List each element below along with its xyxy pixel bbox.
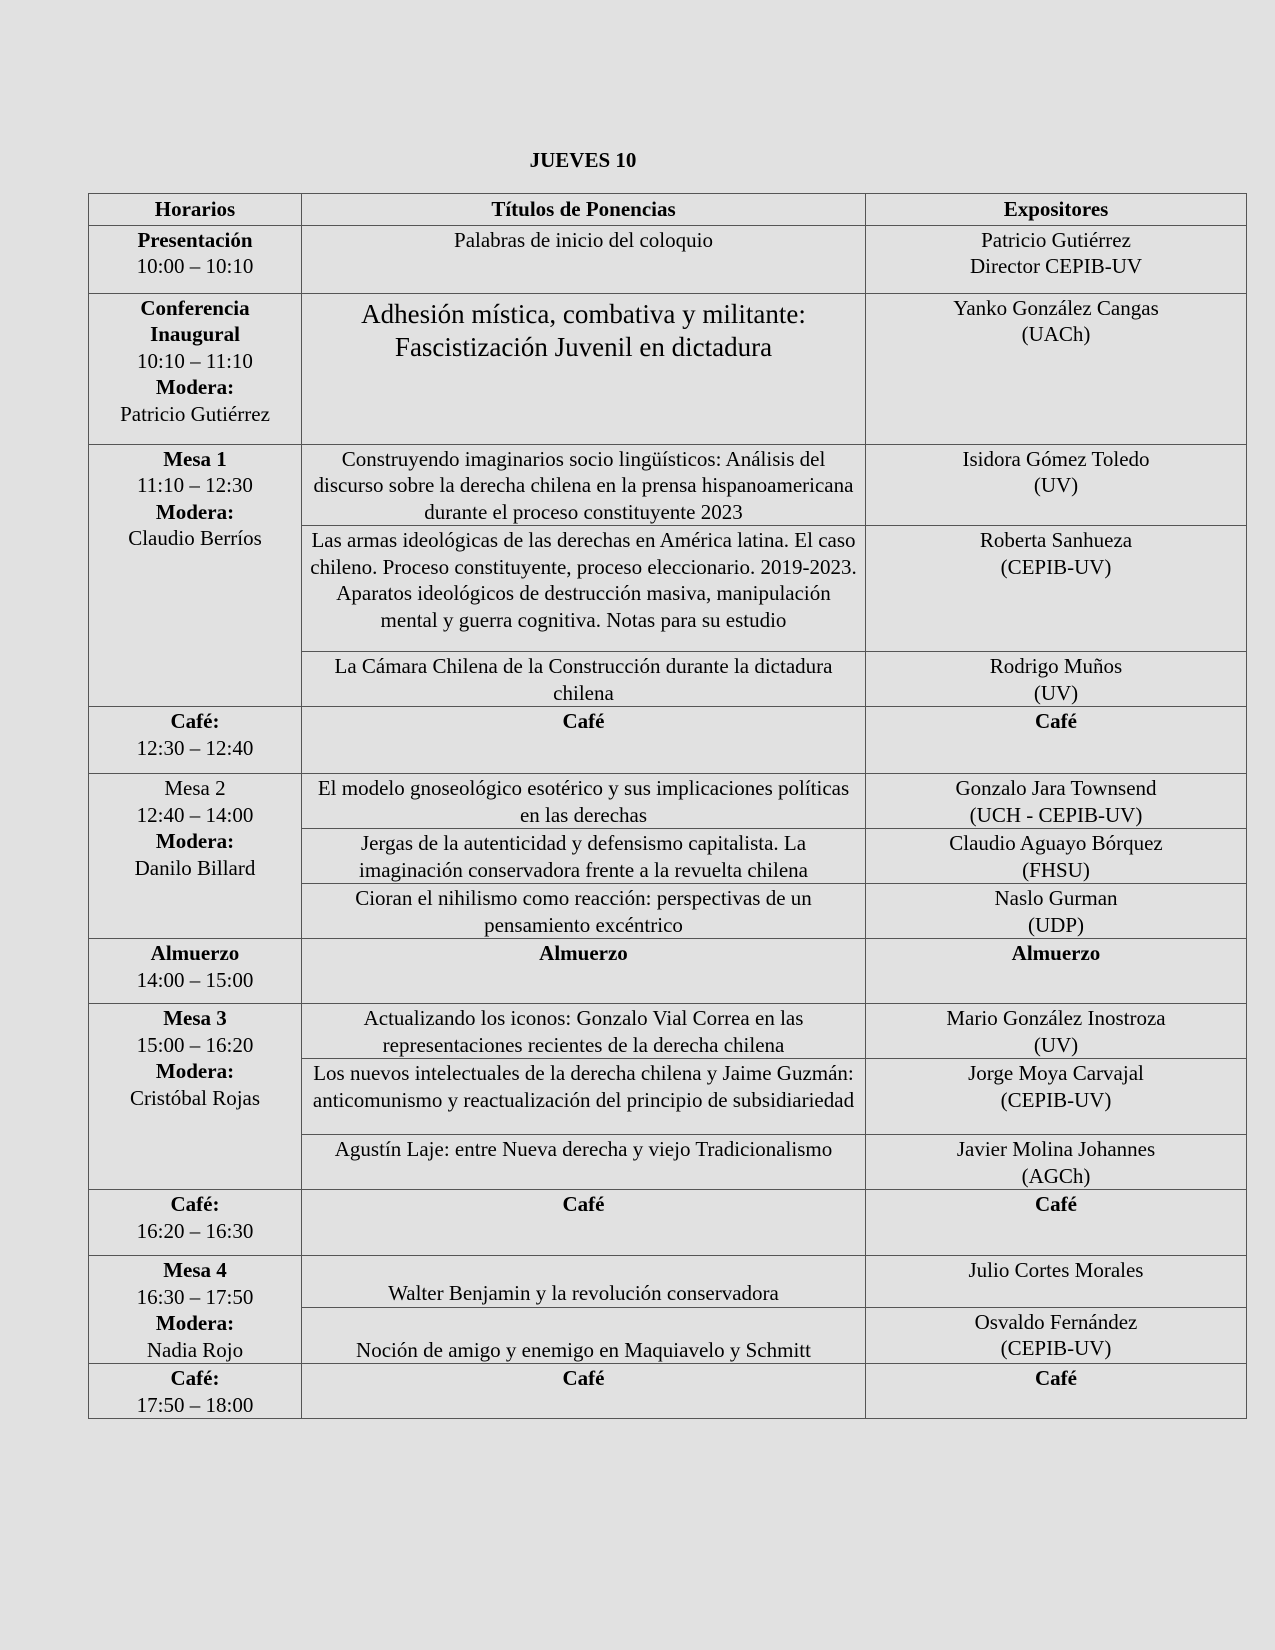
speaker-line: Osvaldo Fernández: [974, 1309, 1138, 1334]
speaker-cell: [866, 293, 1247, 444]
time-cell: [89, 774, 302, 939]
table-row: [89, 707, 1247, 774]
talk-title: La Cámara Chilena de la Construcción durante la dictadura chilena: [302, 652, 866, 707]
time-cell: [89, 1004, 302, 1190]
speaker-cell: [866, 829, 1247, 884]
speaker-cell: [866, 1256, 1247, 1308]
talk-title: Jergas de la autenticidad y defensismo capitalista. La imaginación conservadora frente a la revuelta chilena: [302, 829, 866, 884]
time-line: Cristóbal Rojas: [129, 1085, 261, 1110]
header-expositores: Expositores: [866, 194, 1247, 226]
time-line: Modera:: [155, 375, 235, 399]
time-line: Patricio Gutiérrez: [120, 401, 270, 426]
page-title: JUEVES 10: [529, 148, 637, 172]
table-row: [89, 1256, 1247, 1308]
time-line: Café:: [170, 1192, 220, 1216]
time-line: Claudio Berríos: [128, 526, 262, 550]
table-row: [89, 444, 1247, 526]
speaker-cell: [866, 1135, 1247, 1190]
speaker-line: Yanko González Cangas: [953, 295, 1159, 320]
speaker-line: (CEPIB-UV): [1000, 1087, 1112, 1112]
time-line: Conferencia: [140, 295, 250, 320]
time-cell: [89, 1190, 302, 1256]
speaker-line: Gonzalo Jara Townsend: [955, 776, 1157, 800]
speaker-line: (UV): [1033, 680, 1079, 705]
talk-title: El modelo gnoseológico esotérico y sus implicaciones políticas en las derechas: [302, 774, 866, 829]
speaker-line: Director CEPIB-UV: [969, 254, 1143, 278]
time-line: Modera:: [155, 1311, 235, 1335]
speaker-cell: [866, 774, 1247, 829]
time-line: Modera:: [155, 829, 235, 853]
time-line: Mesa 2: [164, 776, 226, 800]
speaker-cell: [866, 1364, 1247, 1419]
time-line: Danilo Billard: [134, 855, 256, 880]
speaker-line: Javier Molina Johannes: [956, 1137, 1156, 1161]
talk-title: Café: [302, 707, 866, 774]
speaker-cell: [866, 1004, 1247, 1059]
talk-title: Almuerzo: [302, 939, 866, 1004]
table-row: [89, 293, 1247, 444]
talk-title: Adhesión mística, combativa y militante: Fascistización Juvenil en dictadura: [302, 293, 866, 444]
speaker-line: (CEPIB-UV): [1000, 554, 1112, 579]
talk-title: Construyendo imaginarios socio lingüísticos: Análisis del discurso sobre la derecha chilena en la prensa hispanoamericana durante el proceso constituyente 2023: [302, 444, 866, 526]
talk-title: Las armas ideológicas de las derechas en América latina. El caso chileno. Proceso constituyente, proceso eleccionario. 2019-2023. Aparatos ideológicos de destrucción masiva, manipulación mental y guerra cognitiva. Notas para su estudio: [302, 526, 866, 652]
talk-title: Los nuevos intelectuales de la derecha chilena y Jaime Guzmán: anticomunismo y reactualización del principio de subsidiariedad: [302, 1059, 866, 1135]
table-row: [89, 225, 1247, 293]
talk-title: Café: [302, 1190, 866, 1256]
speaker-cell: [866, 444, 1247, 526]
time-line: 12:30 – 12:40: [136, 735, 254, 760]
speaker-line: Patricio Gutiérrez: [981, 227, 1131, 252]
speaker-cell: [866, 1190, 1247, 1256]
time-line: Nadia Rojo: [146, 1337, 244, 1362]
time-line: 10:10 – 11:10: [137, 348, 253, 373]
time-line: 16:30 – 17:50: [136, 1284, 254, 1309]
speaker-line: Roberta Sanhueza: [979, 528, 1133, 552]
speaker-line: (UCH - CEPIB-UV): [969, 802, 1143, 827]
time-line: Mesa 3: [163, 1006, 227, 1030]
time-line: 15:00 – 16:20: [136, 1032, 254, 1057]
header-horarios: Horarios: [89, 194, 302, 226]
time-line: 12:40 – 14:00: [136, 802, 254, 827]
talk-title: Walter Benjamin y la revolución conservadora: [302, 1256, 866, 1308]
table-row: [89, 939, 1247, 1004]
speaker-line: Isidora Gómez Toledo: [962, 446, 1150, 471]
table-row: [89, 1004, 1247, 1059]
time-line: 14:00 – 15:00: [136, 967, 254, 992]
header-titulos: Títulos de Ponencias: [302, 194, 866, 226]
speaker-line: Café: [1035, 1192, 1077, 1216]
header-row: [89, 194, 1247, 226]
time-line: Café:: [170, 1366, 220, 1390]
talk-title: Palabras de inicio del coloquio: [302, 225, 866, 293]
speaker-line: Julio Cortes Morales: [968, 1258, 1144, 1282]
time-line: Mesa 4: [163, 1258, 227, 1282]
speaker-cell: [866, 652, 1247, 707]
schedule-body: [89, 225, 1247, 1419]
time-line: Modera:: [155, 1059, 235, 1083]
table-row: [89, 1364, 1247, 1419]
talk-title: Cioran el nihilismo como reacción: perspectivas de un pensamiento excéntrico: [302, 884, 866, 939]
table-row: [89, 1190, 1247, 1256]
speaker-line: Jorge Moya Carvajal: [968, 1061, 1144, 1085]
speaker-line: (AGCh): [1021, 1163, 1091, 1188]
time-line: Mesa 1: [163, 446, 227, 471]
time-line: Modera:: [155, 499, 235, 524]
speaker-cell: [866, 526, 1247, 652]
speaker-line: Mario González Inostroza: [946, 1006, 1166, 1030]
time-cell: [89, 225, 302, 293]
speaker-line: Claudio Aguayo Bórquez: [949, 831, 1163, 855]
speaker-cell: [866, 225, 1247, 293]
time-line: Almuerzo: [150, 941, 240, 965]
time-line: 16:20 – 16:30: [136, 1218, 254, 1243]
time-cell: [89, 293, 302, 444]
speaker-line: (FHSU): [1022, 857, 1090, 882]
speaker-line: Naslo Gurman: [994, 886, 1118, 910]
speaker-line: Rodrigo Muños: [989, 654, 1123, 678]
time-line: 17:50 – 18:00: [136, 1392, 254, 1417]
speaker-line: Café: [1035, 1366, 1077, 1390]
speaker-line: Almuerzo: [1011, 941, 1101, 965]
speaker-cell: [866, 707, 1247, 774]
talk-title: Actualizando los iconos: Gonzalo Vial Correa en las representaciones recientes de la derecha chilena: [302, 1004, 866, 1059]
schedule-table: [88, 193, 1247, 1419]
talk-title: Café: [302, 1364, 866, 1419]
speaker-line: (UV): [1033, 1032, 1079, 1057]
time-line: Café:: [170, 709, 220, 733]
time-line: Presentación: [137, 227, 253, 252]
time-cell: [89, 1364, 302, 1419]
speaker-cell: [866, 1059, 1247, 1135]
speaker-cell: [866, 884, 1247, 939]
time-line: 10:00 – 10:10: [136, 254, 254, 278]
speaker-line: Café: [1035, 709, 1077, 733]
speaker-line: (CEPIB-UV): [1000, 1336, 1112, 1361]
speaker-line: (UDP): [1028, 912, 1084, 937]
table-row: [89, 774, 1247, 829]
time-cell: [89, 444, 302, 707]
time-cell: [89, 1256, 302, 1364]
time-cell: [89, 939, 302, 1004]
talk-title: Agustín Laje: entre Nueva derecha y viejo Tradicionalismo: [302, 1135, 866, 1190]
speaker-line: (UACh): [1021, 322, 1091, 346]
time-line: 11:10 – 12:30: [137, 473, 253, 497]
speaker-cell: [866, 939, 1247, 1004]
time-line: Inaugural: [150, 322, 240, 346]
speaker-cell: [866, 1307, 1247, 1363]
time-cell: [89, 707, 302, 774]
speaker-line: (UV): [1033, 473, 1079, 497]
talk-title: Noción de amigo y enemigo en Maquiavelo y Schmitt: [302, 1307, 866, 1363]
